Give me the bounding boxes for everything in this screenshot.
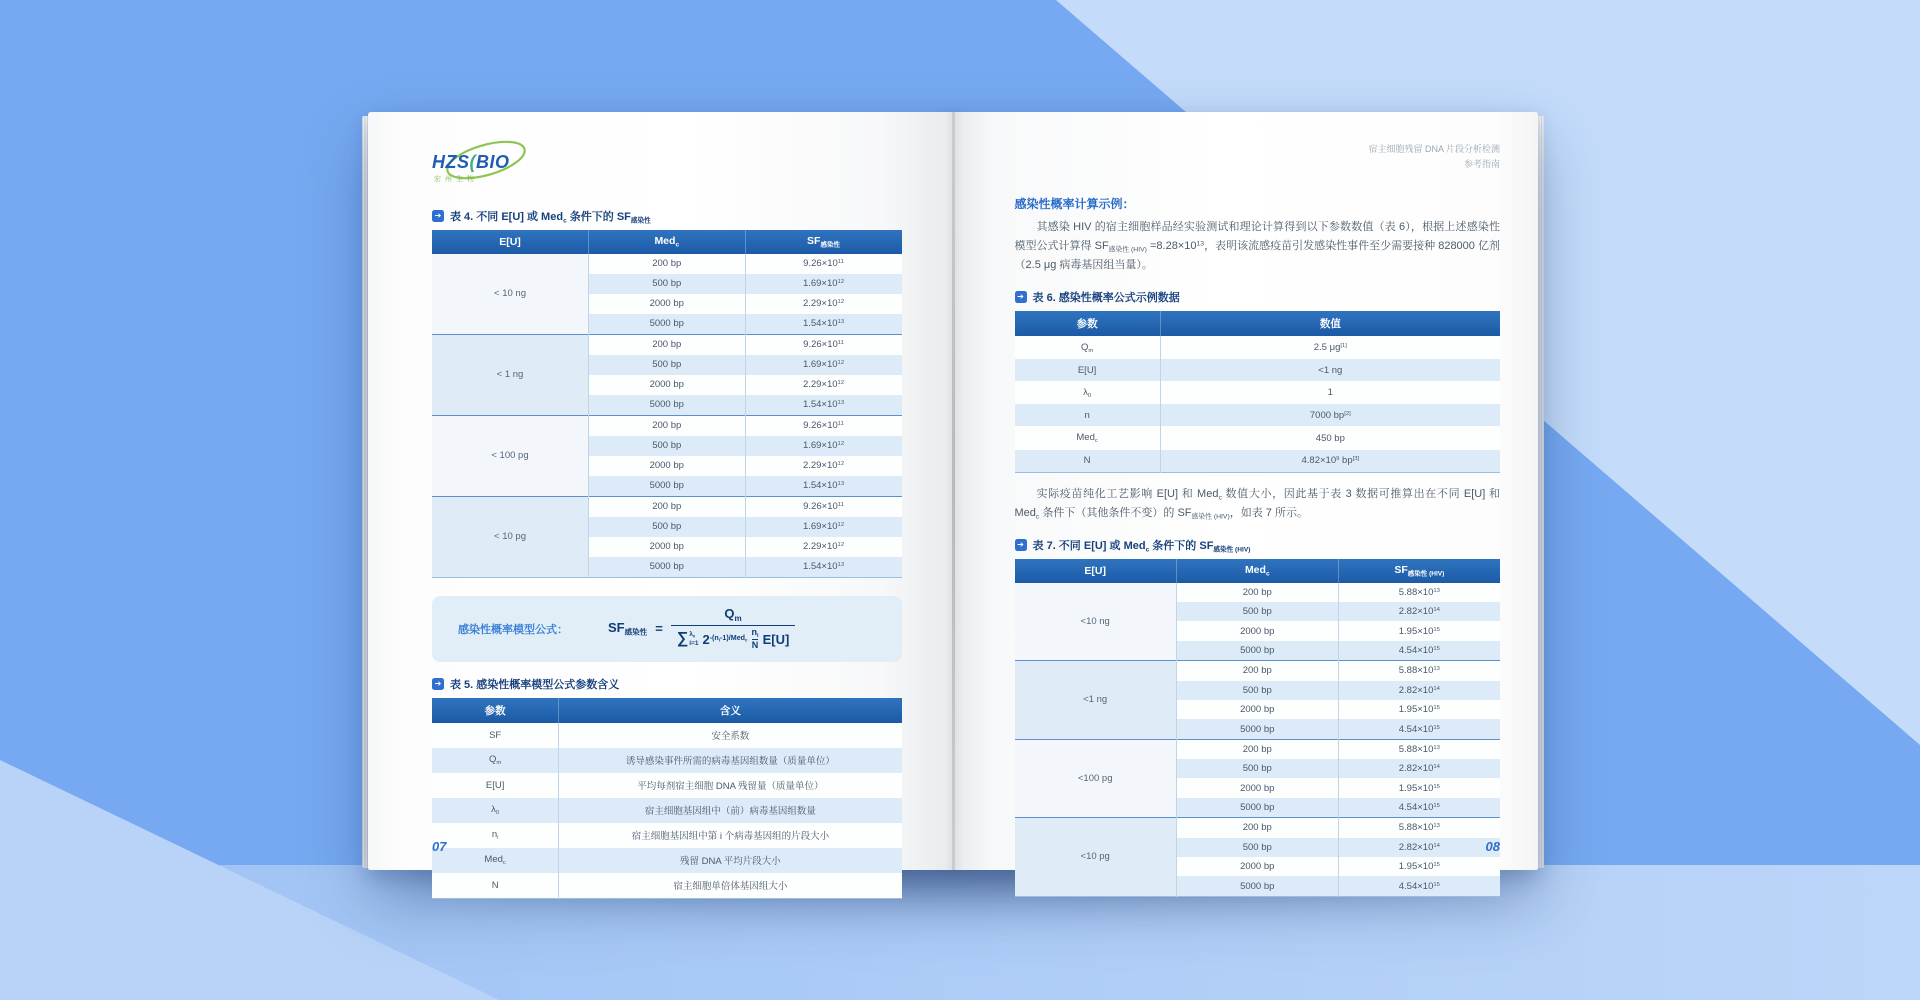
table-cell: $1.54\times 10^{13}$: [745, 395, 902, 416]
table-cell: $2.82\times 10^{14}$: [1338, 681, 1500, 700]
table-cell: $1.95\times 10^{15}$: [1338, 778, 1500, 797]
sum-operator: [677, 630, 699, 648]
inner-den: N: [751, 640, 759, 651]
table-row: [432, 254, 902, 274]
table5-parameter-meanings: [432, 698, 902, 899]
table-cell: 5000 bp: [589, 476, 746, 497]
column-header: 参数: [432, 698, 559, 723]
table-cell: $4.54\times 10^{15}$: [1338, 719, 1500, 739]
table-cell: $9.26\times 10^{11}$: [745, 496, 902, 517]
open-booklet: [368, 112, 1538, 893]
table-cell: <1 ng: [1015, 661, 1177, 740]
table-cell: $2.82\times 10^{14}$: [1338, 602, 1500, 621]
formula-sf-sub: 感染性: [624, 627, 648, 637]
table7-title: 表 7. 不同 E[U] 或 Med$_c$ 条件下的 $SF_{感染性 (HIV)}$: [1032, 540, 1251, 554]
sum-limits: [689, 631, 698, 647]
table-cell: 2000 bp: [589, 294, 746, 314]
table-cell: 200 bp: [1176, 739, 1338, 759]
table-cell: < 10 pg: [432, 496, 589, 577]
doc-title-line1: 宿主细胞残留 DNA 片段分析检测: [1368, 144, 1500, 154]
table-cell: 残留 DNA 平均片段大小: [559, 848, 902, 873]
table-cell: SF: [432, 723, 559, 748]
table4-title: 表 4. 不同 E[U] 或 Med$_c$ 条件下的 $SF_{感染性}$: [450, 211, 651, 225]
table-cell: 1: [1160, 381, 1500, 404]
formula-sf-base: SF: [608, 619, 625, 635]
column-header: E[U]: [432, 230, 589, 253]
formula-equals: =: [655, 621, 663, 637]
table-cell: 2000 bp: [589, 537, 746, 557]
table-cell: $1.69\times 10^{12}$: [745, 274, 902, 294]
table-cell: $5.88\times 10^{13}$: [1338, 739, 1500, 759]
sum-upper: $\lambda_0$: [689, 631, 696, 639]
table-cell: 2000 bp: [1176, 778, 1338, 797]
table-cell: $2.29\times 10^{12}$: [745, 537, 902, 557]
table5-title: 表 5. 感染性概率模型公式参数含义: [450, 678, 620, 691]
table-header-row: [1015, 559, 1500, 582]
power-term: [702, 632, 747, 647]
table-header-row: [1015, 311, 1500, 336]
table-cell: $2.82\times 10^{14}$: [1338, 759, 1500, 778]
column-header: $SF_{感染性}$: [745, 230, 902, 253]
table-cell: 2000 bp: [589, 456, 746, 476]
doc-title-line2: 参考指南: [1463, 159, 1500, 170]
table-row: [432, 773, 902, 798]
table-header-row: [432, 698, 902, 723]
table-header-row: [432, 230, 902, 253]
table-cell: 5000 bp: [589, 314, 746, 335]
logo-hzs: HZS: [432, 152, 470, 172]
table-cell: 200 bp: [589, 415, 746, 436]
table-cell: 500 bp: [1176, 602, 1338, 621]
table-row: [1015, 426, 1500, 449]
page-number-right: 08: [1485, 839, 1500, 854]
table-cell: $1.95\times 10^{15}$: [1338, 857, 1500, 876]
table-cell: <10 ng: [1015, 583, 1177, 661]
page-stack-right: [1537, 116, 1544, 868]
table-cell: 200 bp: [589, 496, 746, 517]
infectivity-formula: [608, 606, 795, 651]
table-cell: $2.82\times 10^{14}$: [1338, 838, 1500, 857]
table-cell: $4.82\times 10^9$ bp[3]: [1160, 450, 1500, 473]
page-right: [955, 112, 1538, 892]
logo-bio: BIO: [476, 152, 510, 172]
page-left: [368, 112, 952, 893]
table-cell: 2.5 μg[1]: [1160, 336, 1500, 359]
formula-denominator: [671, 625, 795, 651]
column-header: 数值: [1160, 311, 1500, 336]
table-row: [432, 823, 902, 848]
table-cell: 7000 bp[2]: [1160, 404, 1500, 426]
table-cell: $1.54\times 10^{13}$: [745, 314, 902, 335]
table-cell: 5000 bp: [589, 557, 746, 578]
table-cell: $5.88\times 10^{13}$: [1338, 583, 1500, 602]
table-cell: 2000 bp: [589, 375, 746, 395]
arrow-icon: ➔: [1015, 539, 1027, 551]
table-cell: 2000 bp: [1176, 700, 1338, 719]
table-cell: 500 bp: [1176, 759, 1338, 778]
formula-tail: E[U]: [762, 631, 790, 647]
table-cell: $1.95\times 10^{15}$: [1338, 700, 1500, 719]
table-cell: 200 bp: [1176, 583, 1338, 602]
table-cell: $1.69\times 10^{12}$: [745, 517, 902, 537]
table-cell: $5.88\times 10^{13}$: [1338, 818, 1500, 838]
table-cell: 5000 bp: [1176, 798, 1338, 818]
table6-title: 表 6. 感染性概率公式示例数据: [1032, 292, 1180, 305]
power-base: 2: [702, 631, 710, 647]
table-cell: Med$_c$: [1015, 426, 1161, 449]
column-header: 参数: [1015, 311, 1161, 336]
sum-lower: i=1: [689, 639, 699, 647]
table-cell: $1.95\times 10^{15}$: [1338, 621, 1500, 640]
table-row: [1015, 661, 1500, 681]
inner-fraction: [752, 628, 759, 651]
table-row: [1015, 336, 1500, 359]
table-cell: 诱导感染事件所需的病毒基因组数量（质量单位）: [559, 748, 902, 773]
table-row: [432, 873, 902, 899]
table-cell: 宿主细胞基因组中（前）病毒基因组数量: [559, 798, 902, 823]
table-cell: 500 bp: [1176, 681, 1338, 700]
table-cell: $1.54\times 10^{13}$: [745, 476, 902, 497]
table-cell: $4.54\times 10^{15}$: [1338, 876, 1500, 896]
formula-numerator: $Q_m$: [724, 606, 742, 623]
table-cell: 2000 bp: [1176, 621, 1338, 640]
table-cell: $2.29\times 10^{12}$: [745, 375, 902, 395]
table-row: [1015, 359, 1500, 381]
table-cell: 2000 bp: [1176, 857, 1338, 876]
column-header: E[U]: [1015, 559, 1177, 582]
table-cell: 200 bp: [589, 254, 746, 274]
table-cell: <1 ng: [1160, 359, 1500, 381]
table4-caption: [432, 208, 902, 224]
table-cell: 500 bp: [589, 355, 746, 375]
logo-paren: (: [469, 152, 476, 172]
table-cell: n: [1015, 404, 1161, 426]
table-cell: N: [1015, 450, 1161, 473]
table-cell: < 10 ng: [432, 254, 589, 335]
table-cell: 500 bp: [589, 436, 746, 456]
table-cell: <100 pg: [1015, 739, 1177, 818]
table-cell: < 1 ng: [432, 334, 589, 415]
table-cell: E[U]: [432, 773, 559, 798]
logo-wordmark: [432, 152, 510, 173]
table-cell: 450 bp: [1160, 426, 1500, 449]
table-row: [1015, 450, 1500, 473]
table-cell: $n_i$: [432, 823, 559, 848]
table-cell: 平均每剂宿主细胞 DNA 残留量（质量单位）: [559, 773, 902, 798]
table-row: [432, 496, 902, 517]
table-cell: 宿主细胞单倍体基因组大小: [559, 873, 902, 899]
table-cell: $1.69\times 10^{12}$: [745, 355, 902, 375]
arrow-icon: ➔: [432, 678, 444, 690]
table-cell: E[U]: [1015, 359, 1161, 381]
table-cell: 5000 bp: [589, 395, 746, 416]
table-row: [432, 415, 902, 436]
table-row: [432, 334, 902, 355]
table-cell: $1.69\times 10^{12}$: [745, 436, 902, 456]
sigma-icon: ∑: [676, 630, 689, 648]
table-cell: $Q_m$: [432, 748, 559, 773]
table6-example-data: [1015, 311, 1500, 472]
table-row: [1015, 818, 1500, 838]
table-cell: $5.88\times 10^{13}$: [1338, 661, 1500, 681]
table-cell: 安全系数: [559, 723, 902, 748]
table-cell: 宿主细胞基因组中第 i 个病毒基因组的片段大小: [559, 823, 902, 848]
company-logo: [432, 142, 582, 190]
table-cell: $1.54\times 10^{13}$: [745, 557, 902, 578]
logo-tagline: 宏州生物: [434, 176, 478, 183]
table-cell: N: [432, 873, 559, 899]
formula-panel: [432, 596, 902, 662]
table-cell: $\lambda_0$: [432, 798, 559, 823]
formula-fraction: [671, 606, 795, 651]
page-number-left: 07: [432, 839, 447, 854]
column-header: Med$_c$: [1176, 559, 1338, 582]
table-cell: $2.29\times 10^{12}$: [745, 456, 902, 476]
table4-sf-by-eu-medc: [432, 230, 902, 577]
example-paragraph: 其感染 HIV 的宿主细胞样品经实验测试和理论计算得到以下参数数值（表 6），根据上述感染性模型公式计算得 $SF_{感染性 (HIV)} =8.28\times 10^{13}$，表明该流感疫苗引发感染性事件至少需要接种 828000 亿剂（2.5 μg 病毒基因组当量）。: [1014, 220, 1500, 272]
table-cell: $\lambda_0$: [1015, 381, 1161, 404]
table5-caption: [432, 676, 902, 692]
table7-caption: [1015, 537, 1500, 553]
derivation-paragraph: 实际疫苗纯化工艺影响 E[U] 和 Med$_c$ 数值大小，因此基于表 3 数据可推算出在不同 E[U] 和 Med$_c$ 条件下（其他条件不变）的 $SF_{感染性 (HIV)}$，如表 7 所示。: [1014, 487, 1500, 521]
power-exponent: -(ni-1)/Medc: [709, 634, 748, 643]
formula-label: 感染性概率模型公式：: [458, 623, 568, 636]
table-cell: Med$_c$: [432, 848, 559, 873]
table-cell: $9.26\times 10^{11}$: [745, 334, 902, 355]
table-cell: $Q_m$: [1015, 336, 1161, 359]
table-cell: $9.26\times 10^{11}$: [745, 254, 902, 274]
column-header: Med$_c$: [589, 230, 746, 253]
table-cell: 5000 bp: [1176, 641, 1338, 661]
arrow-icon: ➔: [1015, 291, 1027, 303]
table-cell: <10 pg: [1015, 818, 1177, 897]
table7-sf-hiv-by-eu-medc: [1015, 559, 1500, 896]
arrow-icon: ➔: [432, 210, 444, 222]
inner-num: $n_i$: [751, 626, 759, 639]
column-header: $SF_{感染性 (HIV)}$: [1338, 559, 1500, 582]
table-cell: 500 bp: [1176, 838, 1338, 857]
example-heading: 感染性概率计算示例：: [1014, 196, 1135, 211]
table-cell: $2.29\times 10^{12}$: [745, 294, 902, 314]
formula-sf: [608, 620, 647, 638]
document-header: [1015, 142, 1500, 173]
table-row: [432, 798, 902, 823]
table-row: [1015, 583, 1500, 602]
column-header: 含义: [559, 698, 902, 723]
table-row: [432, 748, 902, 773]
table-cell: $4.54\times 10^{15}$: [1338, 641, 1500, 661]
table-row: [1015, 381, 1500, 404]
table-cell: 200 bp: [1176, 661, 1338, 681]
table-cell: 5000 bp: [1176, 876, 1338, 896]
table-cell: $9.26\times 10^{11}$: [745, 415, 902, 436]
table-cell: 500 bp: [589, 274, 746, 294]
table-cell: < 100 pg: [432, 415, 589, 496]
table-cell: 500 bp: [589, 517, 746, 537]
table-row: [432, 723, 902, 748]
table-row: [1015, 404, 1500, 426]
table-row: [432, 848, 902, 873]
table-cell: 5000 bp: [1176, 719, 1338, 739]
table-row: [1015, 739, 1500, 759]
table-cell: $4.54\times 10^{15}$: [1338, 798, 1500, 818]
table6-caption: [1015, 289, 1500, 305]
table-cell: 200 bp: [589, 334, 746, 355]
table-cell: 200 bp: [1176, 818, 1338, 838]
